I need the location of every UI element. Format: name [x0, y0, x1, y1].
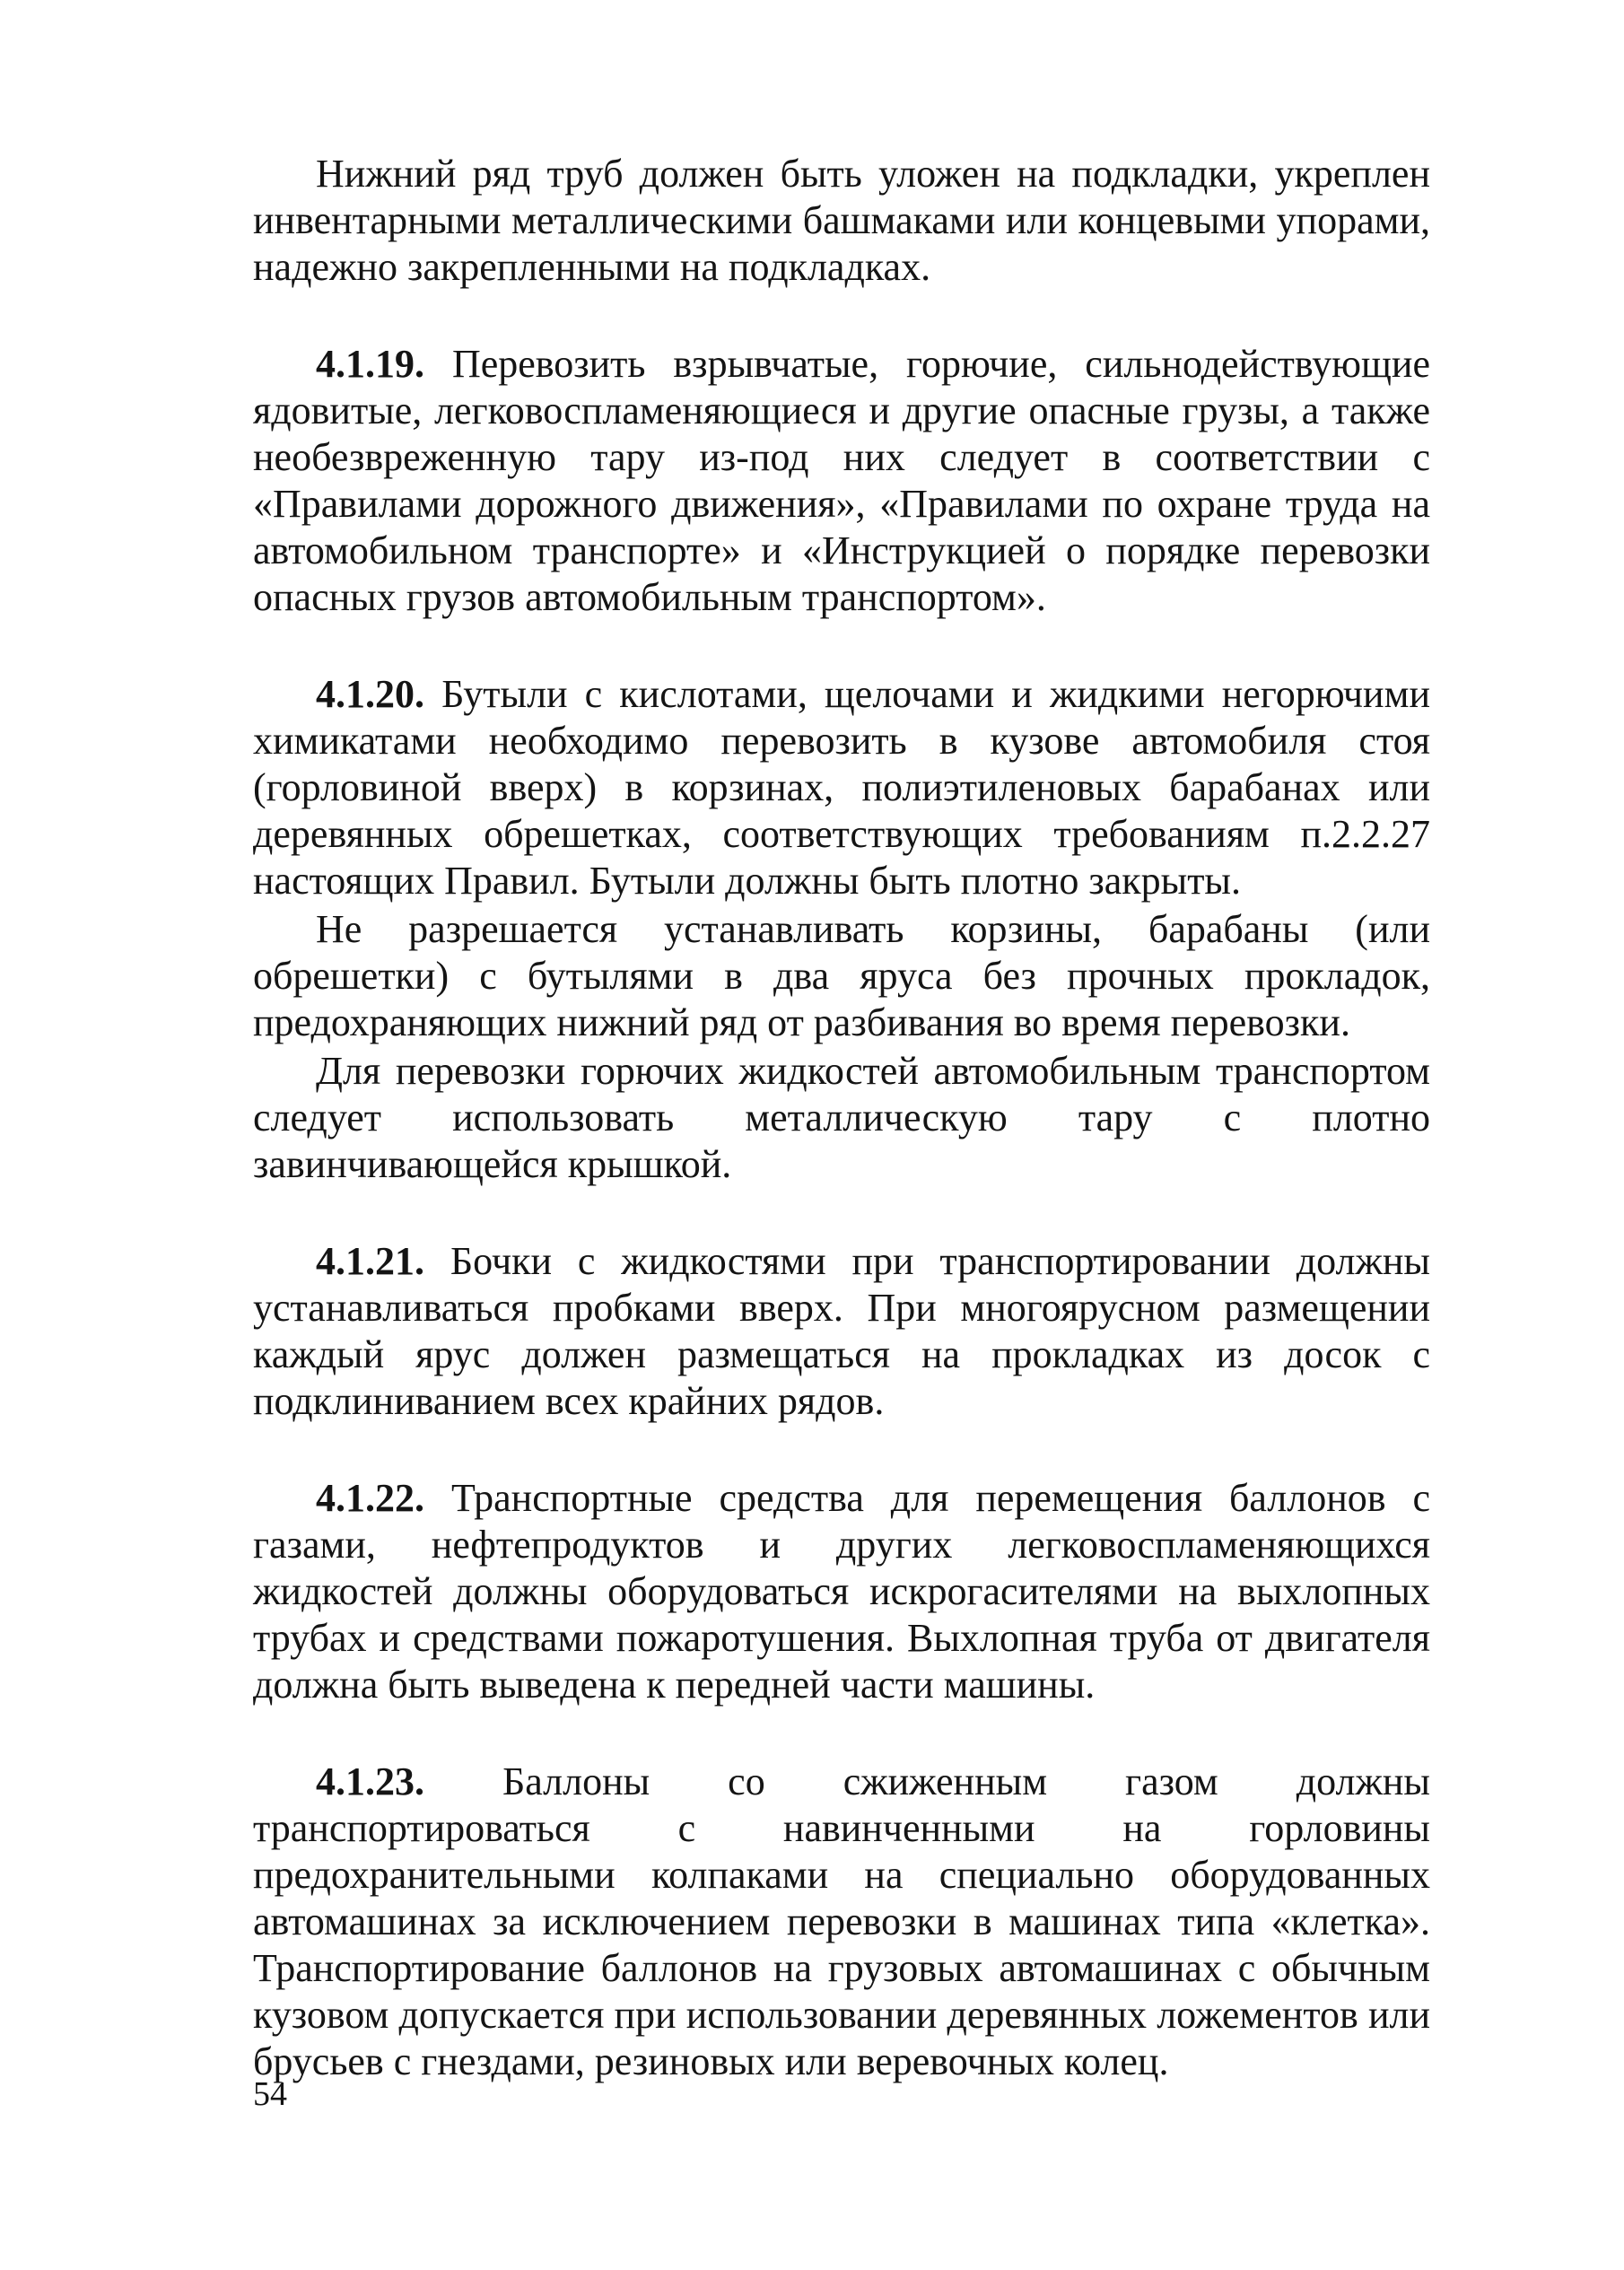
section-paragraph [253, 671, 1430, 904]
section-4-1-23 [253, 1759, 1430, 2085]
section-paragraph: Для перевозки горючих жидкостей автомобильным транспортом следует использовать металлическую тару с плотно завинчивающейся крышкой. [253, 1049, 1430, 1186]
section-number: 4.1.21. [316, 1239, 424, 1283]
section-number: 4.1.19. [316, 342, 424, 386]
page-number: 54 [253, 2075, 287, 2113]
section-number: 4.1.23. [316, 1759, 424, 1803]
section-number: 4.1.20. [316, 672, 424, 716]
section-text: Транспортные средства для перемещения баллонов с газами, нефтепродуктов и других легковоспламеняющихся жидкостей должны оборудоваться искрогасителями на выхлопных трубах и средствами пожаротушения. Выхлопная труба от двигателя должна быть выведена к передней части машины. [253, 1476, 1430, 1707]
section-4-1-19 [253, 341, 1430, 621]
section-number: 4.1.22. [316, 1476, 424, 1520]
section-4-1-21 [253, 1238, 1430, 1425]
section-text: Перевозить взрывчатые, горючие, сильнодействующие ядовитые, легковоспламеняющиеся и другие опасные грузы, а также необезвреженную тару из-под них следует в соответствии с «Правилами дорожного движения», «Правилами по охране труда на автомобильном транспорте» и «Инструкцией о порядке перевозки опасных грузов автомобильным транспортом». [253, 342, 1430, 619]
section-4-1-20 [253, 671, 1430, 1188]
document-page [253, 151, 1430, 2085]
section-text: Бутыли с кислотами, щелочами и жидкими негорючими химикатами необходимо перевозить в кузове автомобиля стоя (горловиной вверх) в корзинах, полиэтиленовых барабанах или деревянных обрешетках, соответствующих требованиям п.2.2.27 настоящих Правил. Бутыли должны быть плотно закрыты. [253, 672, 1430, 903]
section-paragraph: Не разрешается устанавливать корзины, барабаны (или обрешетки) с бутылями в два яруса без прочных прокладок, предохраняющих нижний ряд от разбивания во время перевозки. [253, 907, 1430, 1044]
section-paragraph [253, 1238, 1430, 1425]
section-paragraph [253, 1475, 1430, 1708]
intro-paragraph: Нижний ряд труб должен быть уложен на подкладки, укреплен инвентарными металлическими башмаками или концевыми упорами, надежно закрепленными на подкладках. [253, 152, 1430, 289]
intro-block [253, 151, 1430, 291]
section-text: Бочки с жидкостями при транспортировании должны устанавливаться пробками вверх. При многоярусном размещении каждый ярус должен размещаться на прокладках из досок с подклиниванием всех крайних рядов. [253, 1239, 1430, 1423]
section-paragraph [253, 1759, 1430, 2085]
section-paragraph [253, 341, 1430, 621]
section-4-1-22 [253, 1475, 1430, 1708]
section-text: Баллоны со сжиженным газом должны транспортироваться с навинченными на горловины предохранительными колпаками на специально оборудованных автомашинах за исключением перевозки в машинах типа «клетка». Транспортирование баллонов на грузовых автомашинах с обычным кузовом допускается при использовании деревянных ложементов или брусьев с гнездами, резиновых или веревочных колец. [253, 1759, 1430, 2083]
